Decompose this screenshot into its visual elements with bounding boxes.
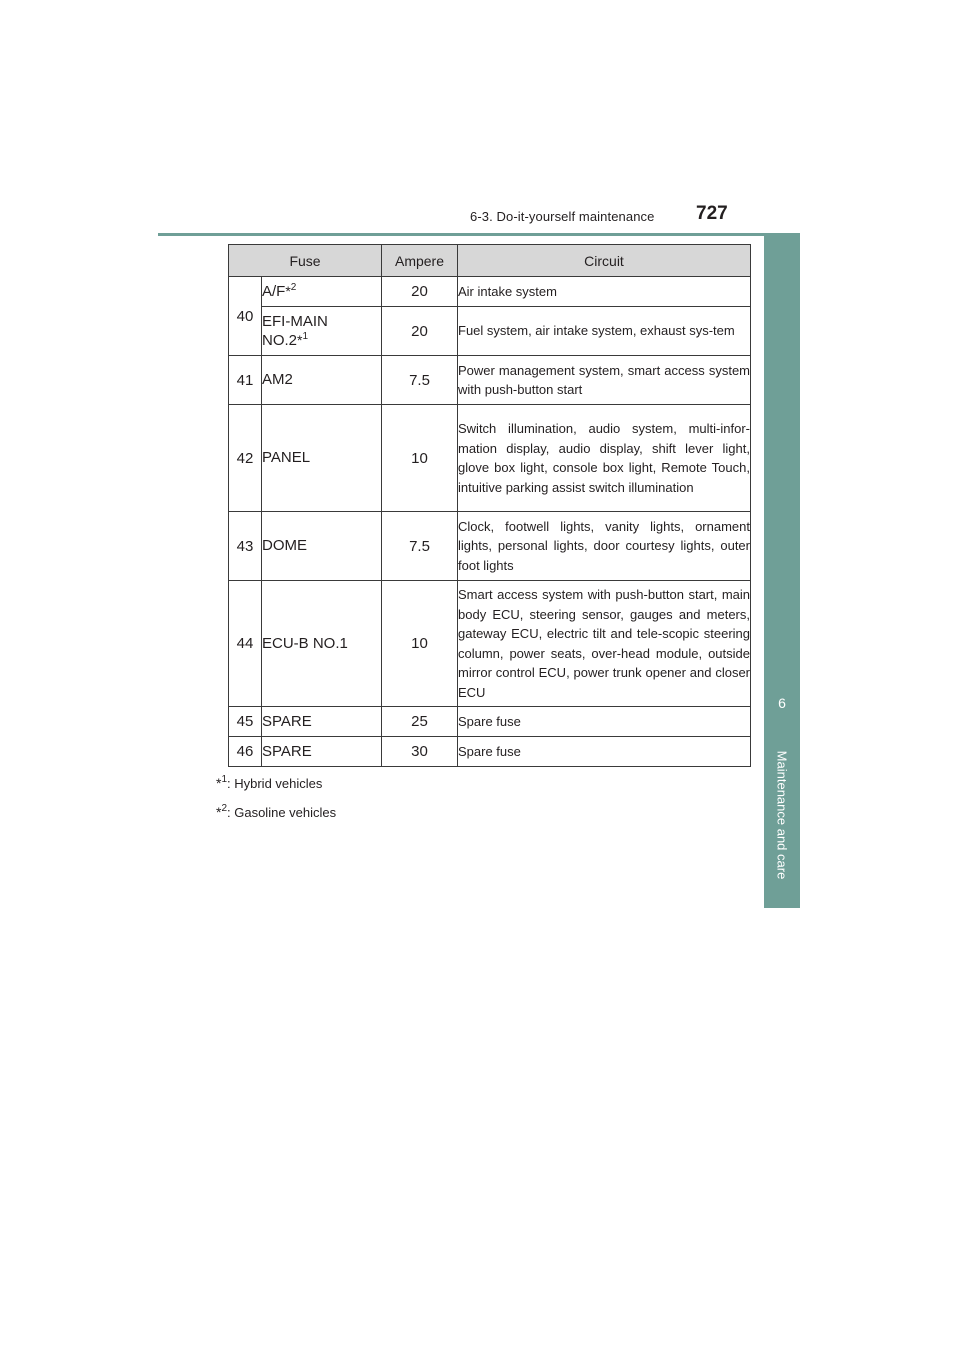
fuse-circuit: Fuel system, air intake system, exhaust sys-tem	[458, 307, 751, 356]
fuse-name-text: A/F	[262, 283, 286, 300]
fuse-circuit: Spare fuse	[458, 707, 751, 737]
fuse-ampere: 30	[382, 737, 458, 767]
fuse-name: DOME	[262, 512, 382, 581]
fuse-number: 44	[229, 581, 262, 707]
footnote-asterisk: *	[216, 804, 222, 820]
fuse-name	[262, 277, 382, 307]
fuse-circuit: Switch illumination, audio system, multi-infor-mation display, audio display, shift lever light, glove box light, console box light, Remote Touch, intuitive parking assist switch illumination	[458, 405, 751, 512]
fuse-number: 45	[229, 707, 262, 737]
note-asterisk: *	[285, 283, 291, 299]
footnote-hybrid	[216, 775, 322, 791]
table-row	[229, 512, 751, 581]
note-ref: 1	[302, 330, 309, 342]
footnote-text: : Hybrid vehicles	[227, 776, 323, 791]
table-header-row	[229, 245, 751, 277]
fuse-circuit: Clock, footwell lights, vanity lights, ornament lights, personal lights, door courtesy lights, outer foot lights	[458, 512, 751, 581]
fuse-circuit: Power management system, smart access system with push-button start	[458, 356, 751, 405]
fuse-ampere: 20	[382, 277, 458, 307]
table-row	[229, 356, 751, 405]
footnote-number: 1	[221, 774, 228, 785]
fuse-number: 41	[229, 356, 262, 405]
table-row	[229, 737, 751, 767]
fuse-name-line2: NO.2	[262, 331, 298, 349]
table-row	[229, 707, 751, 737]
fuse-number: 43	[229, 512, 262, 581]
note-asterisk: *	[297, 331, 303, 348]
fuse-ampere: 7.5	[382, 356, 458, 405]
note-ref: 2	[290, 282, 297, 293]
fuse-ampere: 10	[382, 405, 458, 512]
fuse-circuit: Smart access system with push-button start, main body ECU, steering sensor, gauges and meters, gateway ECU, electric tilt and tele-scopic steering column, power seats, over-head module, outside mirror control ECU, power trunk opener and closer ECU	[458, 581, 751, 707]
fuse-ampere: 25	[382, 707, 458, 737]
header-ampere: Ampere	[382, 245, 458, 277]
table-row	[229, 277, 751, 307]
fuse-number: 40	[229, 277, 262, 356]
fuse-circuit: Air intake system	[458, 277, 751, 307]
footnote-text: : Gasoline vehicles	[227, 805, 337, 820]
fuse-circuit: Spare fuse	[458, 737, 751, 767]
table-row	[229, 581, 751, 707]
table-row	[229, 405, 751, 512]
page-number: 727	[696, 203, 728, 224]
table-row	[229, 307, 751, 356]
fuse-name: SPARE	[262, 707, 382, 737]
chapter-title: Maintenance and care	[774, 750, 790, 880]
fuse-number: 46	[229, 737, 262, 767]
fuse-name-line1: EFI-MAIN	[262, 312, 328, 330]
fuse-name: PANEL	[262, 405, 382, 512]
footnote-gasoline	[216, 804, 336, 820]
fuse-ampere: 7.5	[382, 512, 458, 581]
header-rule	[158, 233, 800, 236]
fuse-table	[228, 244, 751, 767]
footnote-asterisk: *	[216, 775, 222, 791]
footnote-number: 2	[221, 803, 228, 814]
fuse-name: SPARE	[262, 737, 382, 767]
header-fuse: Fuse	[229, 245, 382, 277]
fuse-name: ECU-B NO.1	[262, 581, 382, 707]
chapter-number: 6	[778, 695, 786, 711]
fuse-number: 42	[229, 405, 262, 512]
fuse-name	[262, 307, 382, 356]
fuse-ampere: 10	[382, 581, 458, 707]
header-circuit: Circuit	[458, 245, 751, 277]
fuse-name: AM2	[262, 356, 382, 405]
section-title: 6-3. Do-it-yourself maintenance	[470, 209, 655, 224]
fuse-ampere: 20	[382, 307, 458, 356]
